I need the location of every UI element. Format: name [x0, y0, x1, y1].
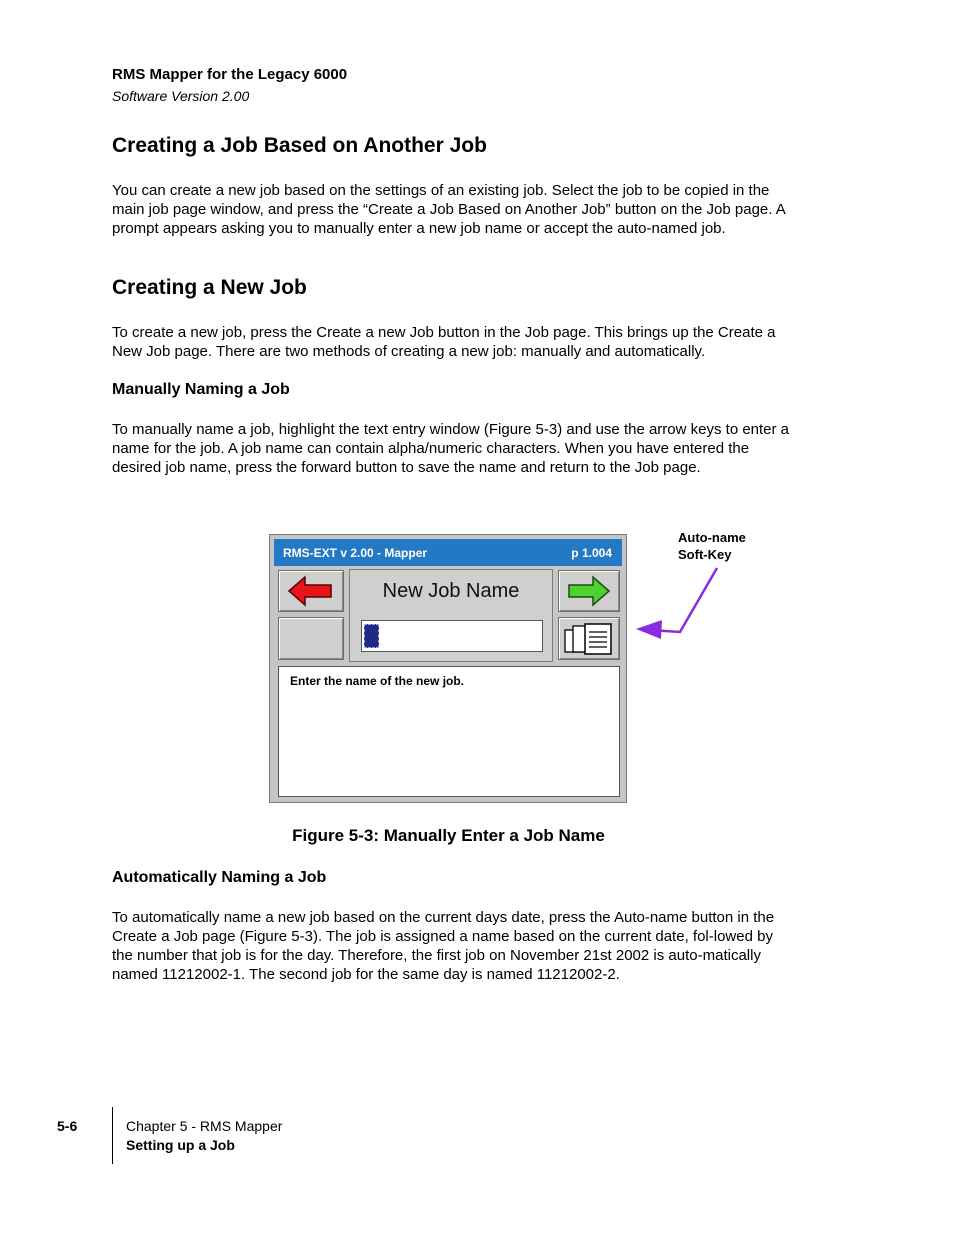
callout-line-2: Soft-Key — [678, 547, 732, 562]
paragraph-create-new-job: To create a new job, press the Create a new Job button in the Job page. This brings up the Create a New Job page. There are two methods of creating a new job: manually and automatically. — [112, 324, 776, 360]
titlebar-app-name: RMS-EXT v 2.00 - Mapper — [283, 546, 428, 560]
figure-caption: Figure 5-3: Manually Enter a Job Name — [292, 826, 605, 845]
document-title: RMS Mapper for the Legacy 6000 — [112, 66, 348, 83]
footer-divider — [112, 1107, 113, 1164]
paragraph-manually-naming: To manually name a job, highlight the text entry window (Figure 5-3) and use the arrow keys to enter a name for the job. A job name can contain alpha/numeric characters. When you have entered the desired job name, press the forward button to save the name and return to the Job page. — [112, 421, 790, 476]
forward-arrow-icon — [559, 571, 619, 611]
auto-name-soft-key[interactable] — [558, 617, 620, 660]
paragraph-create-job-based-on-another: You can create a new job based on the settings of an existing job. Select the job to be copied in the main job page window, and press the “Create a Job Based on Another Job” button on the Job page. A prompt appears asking you to manually enter a new job name or accept the auto-named job. — [112, 182, 785, 237]
job-name-entry-field[interactable] — [361, 620, 543, 652]
heading-create-new-job: Creating a New Job — [112, 276, 307, 299]
message-text: Enter the name of the new job. — [290, 674, 465, 688]
forward-button[interactable] — [558, 570, 620, 612]
callout-line-1: Auto-name — [678, 530, 746, 545]
footer-section: Setting up a Job — [126, 1137, 235, 1153]
panel-title: New Job Name — [382, 580, 520, 602]
back-arrow-icon — [279, 571, 343, 611]
heading-automatically-naming: Automatically Naming a Job — [112, 869, 327, 886]
text-cursor — [364, 624, 379, 648]
software-version: Software Version 2.00 — [112, 88, 250, 104]
blank-soft-key[interactable] — [278, 617, 344, 660]
footer-page-number: 5-6 — [57, 1118, 78, 1134]
message-box — [278, 666, 620, 797]
auto-name-documents-icon — [559, 618, 619, 660]
paragraph-automatically-naming: To automatically name a new job based on the current days date, press the Auto-name button in the Create a Job page (Figure 5-3). The job is assigned a name based on the current date, fol-lowed by the number that job is for the day. Therefore, the first job on November 21st 2002 is auto-matically named 11212002-1. The second job for the same day is named 11212002-2. — [112, 909, 775, 983]
auto-name-callout-label — [678, 529, 746, 563]
back-button[interactable] — [278, 570, 344, 612]
device-screen-figure — [269, 534, 627, 803]
job-name-panel — [349, 569, 553, 662]
footer-chapter: Chapter 5 - RMS Mapper — [126, 1118, 283, 1134]
heading-create-job-based-on-another: Creating a Job Based on Another Job — [112, 134, 487, 157]
titlebar-page-number: p 1.004 — [571, 546, 612, 560]
screen-titlebar — [274, 539, 622, 566]
heading-manually-naming: Manually Naming a Job — [112, 381, 290, 398]
callout-arrow-icon — [630, 560, 730, 645]
